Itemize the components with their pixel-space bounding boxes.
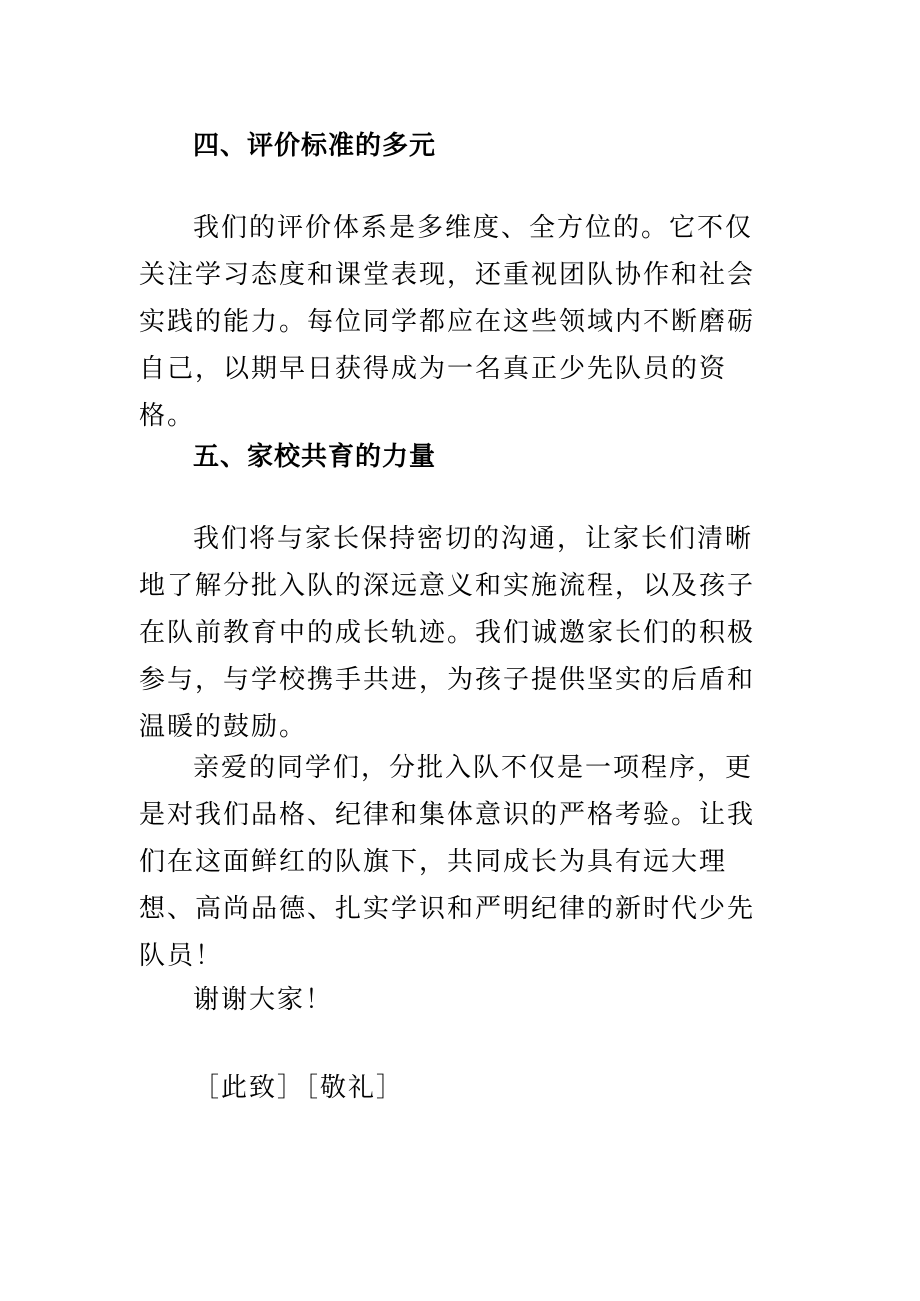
section-5-heading: 五、家校共育的力量 bbox=[193, 442, 437, 472]
salutation-line: ［此致］［敬礼］ bbox=[193, 1073, 405, 1103]
section-4-paragraph: 我们的评价体系是多维度、全方位的。它不仅关注学习态度和课堂表现，还重视团队协作和社会实践的能力。每位同学都应在这些领域内不断磨砺自己，以期早日获得成为一名真正少先队员的资格。 bbox=[139, 213, 756, 431]
thanks-line: 谢谢大家！ bbox=[193, 985, 334, 1015]
closing-paragraph: 亲爱的同学们，分批入队不仅是一项程序，更是对我们品格、纪律和集体意识的严格考验。让我们在这面鲜红的队旗下，共同成长为具有远大理想、高尚品德、扎实学识和严明纪律的新时代少先队员！ bbox=[139, 753, 756, 971]
section-4-heading: 四、评价标准的多元 bbox=[193, 131, 437, 161]
section-5-paragraph: 我们将与家长保持密切的沟通，让家长们清晰地了解分批入队的深远意义和实施流程，以及孩子在队前教育中的成长轨迹。我们诚邀家长们的积极参与，与学校携手共进，为孩子提供坚实的后盾和温暖的鼓励。 bbox=[139, 524, 756, 742]
